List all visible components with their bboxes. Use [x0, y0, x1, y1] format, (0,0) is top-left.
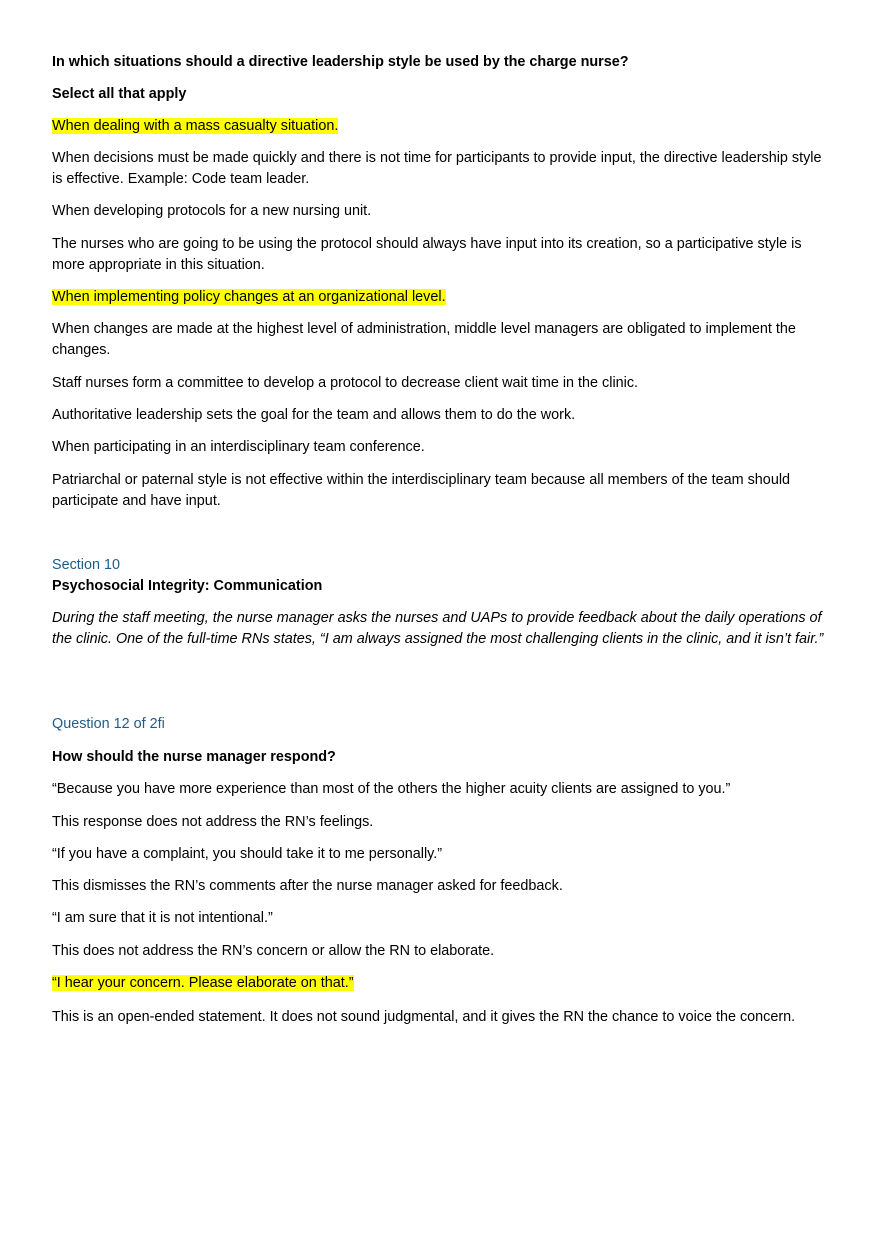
- answer-option-correct: [52, 116, 824, 137]
- highlighted-answer: When implementing policy changes at an organizational level.: [52, 289, 446, 305]
- answer-rationale: This response does not address the RN’s feelings.: [52, 814, 374, 830]
- scenario-text: During the staff meeting, the nurse manager asks the nurses and UAPs to provide feedback about the daily operations of the clinic. One of the full-time RNs states, “I am always assigned the most challenging clients in the clinic, and it isn’t fair.”: [52, 610, 824, 647]
- answer-rationale: This does not address the RN’s concern or allow the RN to elaborate.: [52, 943, 495, 959]
- answer-option: Staff nurses form a committee to develop a protocol to decrease client wait time in the clinic.: [52, 375, 639, 391]
- section-label: Section 10: [52, 557, 121, 573]
- answer-rationale: The nurses who are going to be using the protocol should always have input into its creation, so a participative style is more appropriate in this situation.: [52, 236, 802, 273]
- select-all-instruction: Select all that apply: [52, 86, 187, 102]
- answer-option: “I am sure that it is not intentional.”: [52, 910, 273, 926]
- answer-rationale: This is an open-ended statement. It does not sound judgmental, and it gives the RN the chance to voice the concern.: [52, 1009, 796, 1025]
- highlighted-answer: “I hear your concern. Please elaborate on that.”: [52, 975, 354, 991]
- question-title: In which situations should a directive leadership style be used by the charge nurse?: [52, 54, 629, 70]
- section-title: Psychosocial Integrity: Communication: [52, 578, 323, 594]
- answer-option-correct: [52, 287, 824, 308]
- answer-rationale: When decisions must be made quickly and there is not time for participants to provide input, the directive leadership style is effective. Example: Code team leader.: [52, 150, 822, 187]
- highlighted-answer: When dealing with a mass casualty situation.: [52, 118, 339, 134]
- answer-option: When participating in an interdisciplinary team conference.: [52, 439, 425, 455]
- answer-rationale: Patriarchal or paternal style is not effective within the interdisciplinary team because all members of the team should participate and have input.: [52, 472, 791, 509]
- answer-option: “Because you have more experience than most of the others the higher acuity clients are assigned to you.”: [52, 781, 731, 797]
- answer-option-correct: [52, 973, 824, 994]
- answer-option: When developing protocols for a new nursing unit.: [52, 203, 372, 219]
- answer-rationale: When changes are made at the highest level of administration, middle level managers are obligated to implement the changes.: [52, 321, 796, 358]
- answer-rationale: This dismisses the RN’s comments after the nurse manager asked for feedback.: [52, 878, 563, 894]
- question-title: How should the nurse manager respond?: [52, 749, 336, 765]
- question-number: Question 12 of 2ﬁ: [52, 716, 165, 732]
- answer-rationale: Authoritative leadership sets the goal for the team and allows them to do the work.: [52, 407, 576, 423]
- answer-option: “If you have a complaint, you should take it to me personally.”: [52, 846, 443, 862]
